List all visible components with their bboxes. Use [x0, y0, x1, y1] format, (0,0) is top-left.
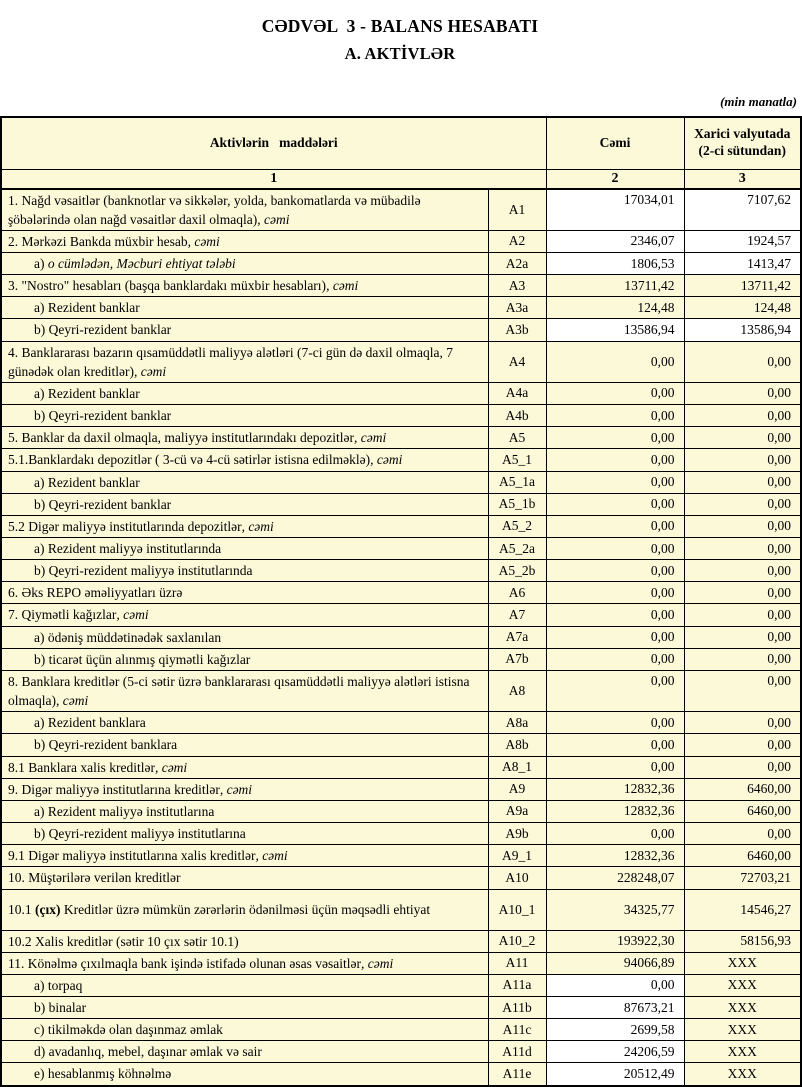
- row-code: A5_2a: [488, 538, 546, 560]
- total-value: 12832,36: [546, 845, 684, 867]
- total-value: 0,00: [546, 382, 684, 404]
- foreign-currency-value: 6460,00: [684, 778, 801, 800]
- total-value: 0,00: [546, 582, 684, 604]
- row-label: 10.1 (çıx) Kreditlər üzrə mümkün zərərlərin ödənilməsi üçün məqsədli ehtiyat: [1, 889, 488, 930]
- row-code: A7: [488, 604, 546, 626]
- total-value: 0,00: [546, 405, 684, 427]
- row-label: 5.2 Digər maliyyə institutlarında depozitlər, cəmi: [1, 515, 488, 537]
- row-code: A8: [488, 670, 546, 711]
- row-code: A8b: [488, 734, 546, 756]
- total-value: 0,00: [546, 449, 684, 471]
- total-value: 13586,94: [546, 319, 684, 341]
- foreign-currency-value: XXX: [684, 996, 801, 1018]
- total-value: 0,00: [546, 974, 684, 996]
- row-label: b) Qeyri-rezident maliyyə institutlarına: [1, 823, 488, 845]
- row-code: A5: [488, 427, 546, 449]
- row-code: A11: [488, 952, 546, 974]
- table-row: [1, 427, 801, 449]
- row-code: A11b: [488, 996, 546, 1018]
- total-value: 0,00: [546, 427, 684, 449]
- total-value: 0,00: [546, 734, 684, 756]
- row-code: A3a: [488, 297, 546, 319]
- row-code: A11e: [488, 1063, 546, 1086]
- table-row: [1, 582, 801, 604]
- row-label: b) ticarət üçün alınmış qiymətli kağızlar: [1, 648, 488, 670]
- row-code: A8a: [488, 712, 546, 734]
- row-code: A4: [488, 341, 546, 382]
- row-label: b) Qeyri-rezident banklar: [1, 319, 488, 341]
- row-code: A11d: [488, 1041, 546, 1063]
- row-label: a) Rezident maliyyə institutlarına: [1, 800, 488, 822]
- column-header-foreign-currency: Xarici valyutada (2-ci sütundan): [684, 117, 801, 169]
- balance-sheet-table: [0, 116, 802, 1087]
- foreign-currency-value: 124,48: [684, 297, 801, 319]
- row-label: b) binalar: [1, 996, 488, 1018]
- row-code: A2a: [488, 252, 546, 274]
- row-label: 7. Qiymətli kağızlar, cəmi: [1, 604, 488, 626]
- table-row: [1, 341, 801, 382]
- row-label: e) hesablanmış köhnəlmə: [1, 1063, 488, 1086]
- foreign-currency-value: 0,00: [684, 734, 801, 756]
- row-code: A4b: [488, 405, 546, 427]
- row-label: 11. Könəlmə çıxılmaqla bank işində istifadə olunan əsas vəsaitlər, cəmi: [1, 952, 488, 974]
- foreign-currency-value: 0,00: [684, 604, 801, 626]
- row-label: 4. Banklararası bazarın qısamüddətli maliyyə alətləri (7-ci gün də daxil olmaqla, 7 günədək olan kreditlər), cəmi: [1, 341, 488, 382]
- row-code: A11c: [488, 1019, 546, 1041]
- foreign-currency-value: 0,00: [684, 405, 801, 427]
- foreign-currency-value: 0,00: [684, 449, 801, 471]
- table-row: [1, 515, 801, 537]
- table-row: [1, 756, 801, 778]
- row-code: A9: [488, 778, 546, 800]
- total-value: 12832,36: [546, 800, 684, 822]
- foreign-currency-value: 0,00: [684, 560, 801, 582]
- row-code: A9_1: [488, 845, 546, 867]
- row-code: A10_2: [488, 930, 546, 952]
- total-value: 124,48: [546, 297, 684, 319]
- table-row: [1, 382, 801, 404]
- table-row: [1, 670, 801, 711]
- table-row: [1, 1041, 801, 1063]
- total-value: 87673,21: [546, 996, 684, 1018]
- foreign-currency-value: 0,00: [684, 626, 801, 648]
- row-code: A11a: [488, 974, 546, 996]
- total-value: 20512,49: [546, 1063, 684, 1086]
- row-label: 10. Müştərilərə verilən kreditlər: [1, 867, 488, 889]
- row-label: a) torpaq: [1, 974, 488, 996]
- foreign-currency-value: 0,00: [684, 427, 801, 449]
- table-row: [1, 952, 801, 974]
- column-number-2: 2: [546, 169, 684, 189]
- table-row: [1, 823, 801, 845]
- row-code: A5_1: [488, 449, 546, 471]
- total-value: 12832,36: [546, 778, 684, 800]
- foreign-currency-value: XXX: [684, 1019, 801, 1041]
- row-label: 9. Digər maliyyə institutlarına kreditlər, cəmi: [1, 778, 488, 800]
- total-value: 0,00: [546, 626, 684, 648]
- table-row: [1, 297, 801, 319]
- total-value: 94066,89: [546, 952, 684, 974]
- foreign-currency-value: 0,00: [684, 341, 801, 382]
- row-label: 8. Banklara kreditlər (5-ci sətir üzrə banklararası qısamüddətli maliyyə alətləri istisna olmaqla), cəmi: [1, 670, 488, 711]
- row-code: A6: [488, 582, 546, 604]
- total-value: 0,00: [546, 515, 684, 537]
- row-label: c) tikilməkdə olan daşınmaz əmlak: [1, 1019, 488, 1041]
- foreign-currency-value: 6460,00: [684, 800, 801, 822]
- row-label: a) Rezident banklar: [1, 471, 488, 493]
- foreign-currency-value: 0,00: [684, 515, 801, 537]
- total-value: 0,00: [546, 560, 684, 582]
- row-code: A7b: [488, 648, 546, 670]
- row-code: A5_1b: [488, 493, 546, 515]
- table-row: [1, 1063, 801, 1086]
- table-row: [1, 1019, 801, 1041]
- foreign-currency-value: 0,00: [684, 471, 801, 493]
- row-code: A10_1: [488, 889, 546, 930]
- total-value: 0,00: [546, 493, 684, 515]
- total-value: 0,00: [546, 471, 684, 493]
- total-value: 193922,30: [546, 930, 684, 952]
- total-value: 17034,01: [546, 189, 684, 231]
- table-row: [1, 449, 801, 471]
- total-value: 0,00: [546, 756, 684, 778]
- table-row: [1, 560, 801, 582]
- row-code: A9a: [488, 800, 546, 822]
- table-row: [1, 626, 801, 648]
- foreign-currency-value: XXX: [684, 952, 801, 974]
- foreign-currency-value: 14546,27: [684, 889, 801, 930]
- table-row: [1, 252, 801, 274]
- table-row: [1, 845, 801, 867]
- table-row: [1, 648, 801, 670]
- row-code: A9b: [488, 823, 546, 845]
- row-label: b) Qeyri-rezident maliyyə institutlarında: [1, 560, 488, 582]
- total-value: 0,00: [546, 538, 684, 560]
- table-body: [1, 189, 801, 1086]
- foreign-currency-value: 0,00: [684, 712, 801, 734]
- foreign-currency-value: 7107,62: [684, 189, 801, 231]
- column-header-items: Aktivlərin maddələri: [1, 117, 546, 169]
- total-value: 0,00: [546, 712, 684, 734]
- foreign-currency-value: XXX: [684, 1041, 801, 1063]
- row-code: A7a: [488, 626, 546, 648]
- row-label: 2. Mərkəzi Bankda müxbir hesab, cəmi: [1, 230, 488, 252]
- row-code: A1: [488, 189, 546, 231]
- foreign-currency-value: 6460,00: [684, 845, 801, 867]
- table-row: [1, 996, 801, 1018]
- foreign-currency-value: 72703,21: [684, 867, 801, 889]
- table-row: [1, 189, 801, 231]
- unit-note: (min manatla): [720, 94, 797, 109]
- table-row: [1, 319, 801, 341]
- row-label: d) avadanlıq, mebel, daşınar əmlak və sair: [1, 1041, 488, 1063]
- foreign-currency-value: 1413,47: [684, 252, 801, 274]
- total-value: 24206,59: [546, 1041, 684, 1063]
- row-code: A5_1a: [488, 471, 546, 493]
- total-value: 2699,58: [546, 1019, 684, 1041]
- column-number-row: [1, 169, 801, 189]
- table-row: [1, 538, 801, 560]
- total-value: 13711,42: [546, 275, 684, 297]
- row-label: 1. Nağd vəsaitlər (banknotlar və sikkələr, yolda, bankomatlarda və mübadilə şöbələrində olan nağd vəsaitlər daxil olmaqla), cəmi: [1, 189, 488, 231]
- report-title: CƏDVƏL 3 - BALANS HESABATI: [261, 16, 539, 36]
- foreign-currency-value: 0,00: [684, 493, 801, 515]
- table-row: [1, 275, 801, 297]
- foreign-currency-value: 0,00: [684, 538, 801, 560]
- row-label: b) Qeyri-rezident banklara: [1, 734, 488, 756]
- report-subtitle: A. AKTİVLƏR: [344, 44, 456, 63]
- row-code: A2: [488, 230, 546, 252]
- row-code: A3b: [488, 319, 546, 341]
- foreign-currency-value: 0,00: [684, 756, 801, 778]
- table-row: [1, 974, 801, 996]
- row-label: a) Rezident banklar: [1, 382, 488, 404]
- column-number-3: 3: [684, 169, 801, 189]
- foreign-currency-value: XXX: [684, 974, 801, 996]
- total-value: 0,00: [546, 670, 684, 711]
- foreign-currency-value: 13586,94: [684, 319, 801, 341]
- row-label: 5. Banklar da daxil olmaqla, maliyyə institutlarındakı depozitlər, cəmi: [1, 427, 488, 449]
- row-label: a) Rezident banklara: [1, 712, 488, 734]
- row-label: 8.1 Banklara xalis kreditlər, cəmi: [1, 756, 488, 778]
- row-code: A3: [488, 275, 546, 297]
- table-row: [1, 604, 801, 626]
- column-header-total: Cəmi: [546, 117, 684, 169]
- foreign-currency-value: 0,00: [684, 582, 801, 604]
- table-row: [1, 734, 801, 756]
- total-value: 0,00: [546, 341, 684, 382]
- row-label: 3. "Nostro" hesabları (başqa banklardakı müxbir hesabları), cəmi: [1, 275, 488, 297]
- table-row: [1, 230, 801, 252]
- foreign-currency-value: 0,00: [684, 648, 801, 670]
- table-row: [1, 493, 801, 515]
- foreign-currency-value: 1924,57: [684, 230, 801, 252]
- total-value: 1806,53: [546, 252, 684, 274]
- total-value: 2346,07: [546, 230, 684, 252]
- total-value: 228248,07: [546, 867, 684, 889]
- row-label: 5.1.Banklardakı depozitlər ( 3-cü və 4-cü sətirlər istisna edilməklə), cəmi: [1, 449, 488, 471]
- foreign-currency-value: XXX: [684, 1063, 801, 1086]
- row-label: a) o cümlədən, Məcburi ehtiyat tələbi: [1, 252, 488, 274]
- total-value: 0,00: [546, 823, 684, 845]
- table-row: [1, 778, 801, 800]
- row-code: A5_2b: [488, 560, 546, 582]
- row-label: 10.2 Xalis kreditlər (sətir 10 çıx sətir 10.1): [1, 930, 488, 952]
- foreign-currency-value: 0,00: [684, 670, 801, 711]
- table-row: [1, 800, 801, 822]
- row-label: 9.1 Digər maliyyə institutlarına xalis kreditlər, cəmi: [1, 845, 488, 867]
- row-label: a) Rezident banklar: [1, 297, 488, 319]
- row-code: A8_1: [488, 756, 546, 778]
- row-label: b) Qeyri-rezident banklar: [1, 493, 488, 515]
- row-code: A5_2: [488, 515, 546, 537]
- column-number-1: 1: [1, 169, 546, 189]
- foreign-currency-value: 58156,93: [684, 930, 801, 952]
- foreign-currency-value: 0,00: [684, 382, 801, 404]
- table-row: [1, 712, 801, 734]
- row-label: 6. Əks REPO əməliyyatları üzrə: [1, 582, 488, 604]
- foreign-currency-value: 13711,42: [684, 275, 801, 297]
- total-value: 0,00: [546, 648, 684, 670]
- row-label: b) Qeyri-rezident banklar: [1, 405, 488, 427]
- table-row: [1, 867, 801, 889]
- row-label: a) ödəniş müddətinədək saxlanılan: [1, 626, 488, 648]
- table-row: [1, 930, 801, 952]
- table-row: [1, 889, 801, 930]
- foreign-currency-value: 0,00: [684, 823, 801, 845]
- total-value: 34325,77: [546, 889, 684, 930]
- table-header-row: [1, 117, 801, 169]
- total-value: 0,00: [546, 604, 684, 626]
- row-label: a) Rezident maliyyə institutlarında: [1, 538, 488, 560]
- row-code: A10: [488, 867, 546, 889]
- table-row: [1, 471, 801, 493]
- row-code: A4a: [488, 382, 546, 404]
- table-row: [1, 405, 801, 427]
